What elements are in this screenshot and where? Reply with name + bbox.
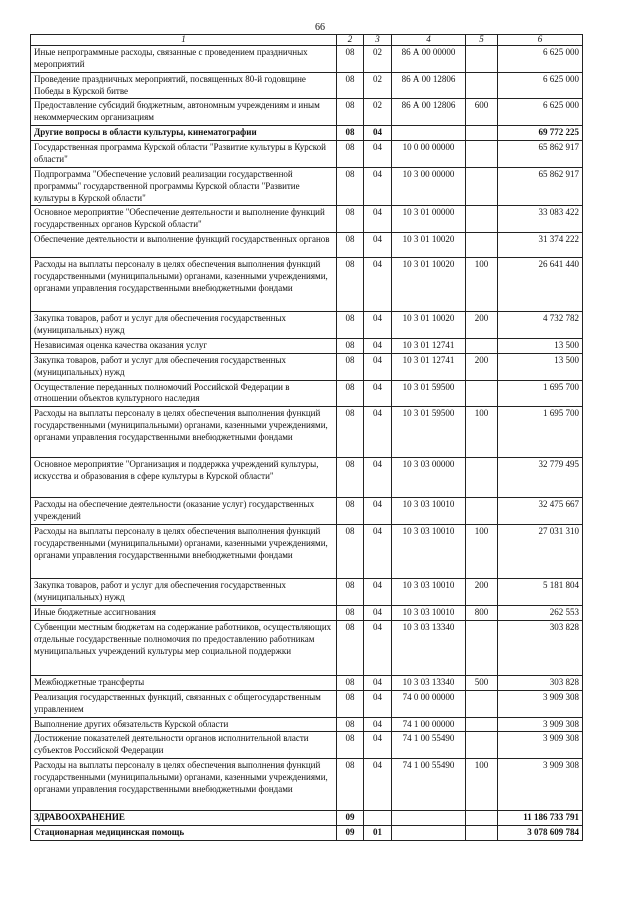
section-code: 08	[337, 233, 364, 258]
target-article-code: 10 3 03 10010	[392, 606, 466, 621]
item-name: Закупка товаров, работ и услуг для обеспечения государственных (муниципальных) нужд	[31, 353, 337, 380]
subsection-code: 04	[364, 258, 392, 312]
amount: 13 500	[498, 353, 583, 380]
subsection-code: 02	[364, 72, 392, 99]
item-name: Расходы на выплаты персоналу в целях обеспечения выполнения функций государственными (муниципальными) органами, казенными учреждениями, органами управления государственными внебюджетными фондами	[31, 759, 337, 811]
expense-type-code	[466, 732, 498, 759]
expense-type-code	[466, 717, 498, 732]
subsection-code: 04	[364, 312, 392, 339]
table-row	[31, 458, 583, 498]
section-code: 08	[337, 759, 364, 811]
column-number-row	[31, 35, 583, 46]
item-name: Иные бюджетные ассигнования	[31, 606, 337, 621]
item-name: Расходы на обеспечение деятельности (оказание услуг) государственных учреждений	[31, 498, 337, 525]
target-article-code: 10 3 03 10010	[392, 498, 466, 525]
table-row	[31, 826, 583, 841]
item-name: Проведение праздничных мероприятий, посвященных 80-й годовщине Победы в Курской битве	[31, 72, 337, 99]
page-number: 66	[315, 22, 325, 33]
column-number: 6	[498, 35, 583, 46]
item-name: Реализация государственных функций, связанных с общегосударственным управлением	[31, 690, 337, 717]
amount: 6 625 000	[498, 72, 583, 99]
expense-type-code	[466, 141, 498, 168]
item-name: Другие вопросы в области культуры, кинематографии	[31, 126, 337, 141]
section-code: 08	[337, 579, 364, 606]
table-row	[31, 407, 583, 458]
section-code: 08	[337, 620, 364, 675]
section-code: 08	[337, 525, 364, 579]
section-code: 08	[337, 167, 364, 206]
target-article-code: 10 3 01 10020	[392, 312, 466, 339]
item-name: Государственная программа Курской области "Развитие культуры в Курской области"	[31, 141, 337, 168]
item-name: Закупка товаров, работ и услуг для обеспечения государственных (муниципальных) нужд	[31, 312, 337, 339]
expense-type-code	[466, 45, 498, 72]
subsection-code: 04	[364, 498, 392, 525]
target-article-code: 10 3 03 10010	[392, 579, 466, 606]
subsection-code: 04	[364, 233, 392, 258]
amount: 3 909 308	[498, 690, 583, 717]
item-name: Межбюджетные трансферты	[31, 675, 337, 690]
section-code: 08	[337, 732, 364, 759]
amount: 4 732 782	[498, 312, 583, 339]
amount: 33 083 422	[498, 206, 583, 233]
subsection-code: 01	[364, 826, 392, 841]
item-name: Иные непрограммные расходы, связанные с проведением праздничных мероприятий	[31, 45, 337, 72]
table-row	[31, 72, 583, 99]
table-row	[31, 206, 583, 233]
subsection-code	[364, 811, 392, 826]
target-article-code: 10 3 01 00000	[392, 206, 466, 233]
amount: 1 695 700	[498, 380, 583, 407]
subsection-code: 02	[364, 99, 392, 126]
subsection-code: 04	[364, 458, 392, 498]
expense-type-code: 200	[466, 353, 498, 380]
column-number: 5	[466, 35, 498, 46]
table-row	[31, 620, 583, 675]
amount: 3 909 308	[498, 732, 583, 759]
section-code: 08	[337, 606, 364, 621]
expense-type-code: 500	[466, 675, 498, 690]
table-row	[31, 759, 583, 811]
amount: 27 031 310	[498, 525, 583, 579]
expense-type-code	[466, 206, 498, 233]
subsection-code: 04	[364, 606, 392, 621]
section-code: 08	[337, 458, 364, 498]
target-article-code: 10 3 01 10020	[392, 233, 466, 258]
item-name: Расходы на выплаты персоналу в целях обеспечения выполнения функций государственными (муниципальными) органами, казенными учреждениями, органами управления государственными внебюджетными фондами	[31, 407, 337, 458]
amount: 3 909 308	[498, 759, 583, 811]
expense-type-code: 200	[466, 579, 498, 606]
subsection-code: 04	[364, 690, 392, 717]
section-code: 08	[337, 407, 364, 458]
target-article-code: 74 0 00 00000	[392, 690, 466, 717]
section-code: 08	[337, 206, 364, 233]
item-name: Расходы на выплаты персоналу в целях обеспечения выполнения функций государственными (муниципальными) органами, казенными учреждениями, органами управления государственными внебюджетными фондами	[31, 258, 337, 312]
section-code: 08	[337, 717, 364, 732]
item-name: Осуществление переданных полномочий Российской Федерации в отношении объектов культурного наследия	[31, 380, 337, 407]
subsection-code: 04	[364, 126, 392, 141]
subsection-code: 02	[364, 45, 392, 72]
expense-type-code	[466, 458, 498, 498]
expense-type-code	[466, 338, 498, 353]
item-name: Расходы на выплаты персоналу в целях обеспечения выполнения функций государственными (муниципальными) органами, казенными учреждениями, органами управления государственными внебюджетными фондами	[31, 525, 337, 579]
target-article-code: 10 3 01 12741	[392, 353, 466, 380]
target-article-code	[392, 126, 466, 141]
section-code: 08	[337, 45, 364, 72]
table-row	[31, 717, 583, 732]
target-article-code: 74 1 00 55490	[392, 732, 466, 759]
section-code: 09	[337, 811, 364, 826]
subsection-code: 04	[364, 525, 392, 579]
table-row	[31, 45, 583, 72]
table-row	[31, 353, 583, 380]
expense-type-code: 600	[466, 99, 498, 126]
expense-type-code: 200	[466, 312, 498, 339]
target-article-code: 10 3 03 13340	[392, 620, 466, 675]
amount: 3 078 609 784	[498, 826, 583, 841]
section-code: 08	[337, 141, 364, 168]
target-article-code: 86 А 00 00000	[392, 45, 466, 72]
target-article-code: 10 3 01 59500	[392, 407, 466, 458]
subsection-code: 04	[364, 380, 392, 407]
subsection-code: 04	[364, 206, 392, 233]
target-article-code: 10 3 01 12741	[392, 338, 466, 353]
amount: 65 862 917	[498, 167, 583, 206]
item-name: ЗДРАВООХРАНЕНИЕ	[31, 811, 337, 826]
target-article-code: 74 1 00 55490	[392, 759, 466, 811]
amount: 65 862 917	[498, 141, 583, 168]
column-number: 3	[364, 35, 392, 46]
amount: 32 779 495	[498, 458, 583, 498]
section-code: 08	[337, 258, 364, 312]
table-row	[31, 126, 583, 141]
amount: 6 625 000	[498, 99, 583, 126]
expense-type-code: 800	[466, 606, 498, 621]
expense-type-code: 100	[466, 407, 498, 458]
amount: 26 641 440	[498, 258, 583, 312]
amount: 69 772 225	[498, 126, 583, 141]
table-row	[31, 525, 583, 579]
target-article-code: 10 3 00 00000	[392, 167, 466, 206]
expense-type-code	[466, 690, 498, 717]
amount: 6 625 000	[498, 45, 583, 72]
item-name: Стационарная медицинская помощь	[31, 826, 337, 841]
item-name: Основное мероприятие "Обеспечение деятельности и выполнение функций государственных органов Курской области"	[31, 206, 337, 233]
column-number: 1	[31, 35, 337, 46]
item-name: Обеспечение деятельности и выполнение функций государственных органов	[31, 233, 337, 258]
section-code: 08	[337, 126, 364, 141]
table-row	[31, 579, 583, 606]
expense-type-code	[466, 811, 498, 826]
item-name: Подпрограмма "Обеспечение условий реализации государственной программы" государственной программы Курской области "Развитие культуры в Курской области"	[31, 167, 337, 206]
section-code: 08	[337, 353, 364, 380]
target-article-code	[392, 826, 466, 841]
table-row	[31, 141, 583, 168]
table-row	[31, 233, 583, 258]
target-article-code: 10 0 00 00000	[392, 141, 466, 168]
amount: 3 909 308	[498, 717, 583, 732]
section-code: 08	[337, 380, 364, 407]
section-code: 08	[337, 72, 364, 99]
budget-table	[30, 34, 583, 841]
target-article-code	[392, 811, 466, 826]
column-number: 2	[337, 35, 364, 46]
subsection-code: 04	[364, 717, 392, 732]
target-article-code: 10 3 03 00000	[392, 458, 466, 498]
expense-type-code	[466, 167, 498, 206]
section-code: 08	[337, 312, 364, 339]
subsection-code: 04	[364, 675, 392, 690]
section-code: 08	[337, 498, 364, 525]
subsection-code: 04	[364, 338, 392, 353]
expense-type-code	[466, 826, 498, 841]
item-name: Закупка товаров, работ и услуг для обеспечения государственных (муниципальных) нужд	[31, 579, 337, 606]
section-code: 08	[337, 99, 364, 126]
expense-type-code	[466, 380, 498, 407]
section-code: 08	[337, 675, 364, 690]
column-number: 4	[392, 35, 466, 46]
target-article-code: 10 3 03 10010	[392, 525, 466, 579]
target-article-code: 86 А 00 12806	[392, 99, 466, 126]
table-row	[31, 167, 583, 206]
amount: 31 374 222	[498, 233, 583, 258]
item-name: Независимая оценка качества оказания услуг	[31, 338, 337, 353]
expense-type-code	[466, 72, 498, 99]
item-name: Достижение показателей деятельности органов исполнительной власти субъектов Российской Федерации	[31, 732, 337, 759]
amount: 1 695 700	[498, 407, 583, 458]
table-row	[31, 690, 583, 717]
target-article-code: 86 А 00 12806	[392, 72, 466, 99]
expense-type-code	[466, 620, 498, 675]
section-code: 08	[337, 338, 364, 353]
table-row	[31, 606, 583, 621]
expense-type-code	[466, 498, 498, 525]
expense-type-code	[466, 233, 498, 258]
item-name: Выполнение других обязательств Курской области	[31, 717, 337, 732]
amount: 11 186 733 791	[498, 811, 583, 826]
item-name: Предоставление субсидий бюджетным, автономным учреждениям и иным некоммерческим организациям	[31, 99, 337, 126]
item-name: Субвенции местным бюджетам на содержание работников, осуществляющих отдельные государственные полномочия по предоставлению работникам муниципальных учреждений культуры мер социальной поддержки	[31, 620, 337, 675]
expense-type-code	[466, 126, 498, 141]
table-row	[31, 380, 583, 407]
amount: 262 553	[498, 606, 583, 621]
table-row	[31, 675, 583, 690]
subsection-code: 04	[364, 167, 392, 206]
expense-type-code: 100	[466, 525, 498, 579]
table-row	[31, 811, 583, 826]
subsection-code: 04	[364, 759, 392, 811]
target-article-code: 74 1 00 00000	[392, 717, 466, 732]
target-article-code: 10 3 01 10020	[392, 258, 466, 312]
item-name: Основное мероприятие "Организация и поддержка учреждений культуры, искусства и образования в сфере культуры в Курской области"	[31, 458, 337, 498]
section-code: 08	[337, 690, 364, 717]
expense-type-code: 100	[466, 258, 498, 312]
subsection-code: 04	[364, 620, 392, 675]
table-row	[31, 498, 583, 525]
subsection-code: 04	[364, 353, 392, 380]
table-row	[31, 338, 583, 353]
subsection-code: 04	[364, 407, 392, 458]
table-row	[31, 99, 583, 126]
amount: 32 475 667	[498, 498, 583, 525]
table-row	[31, 258, 583, 312]
amount: 13 500	[498, 338, 583, 353]
subsection-code: 04	[364, 732, 392, 759]
expense-type-code: 100	[466, 759, 498, 811]
section-code: 09	[337, 826, 364, 841]
table-row	[31, 732, 583, 759]
target-article-code: 10 3 01 59500	[392, 380, 466, 407]
amount: 303 828	[498, 675, 583, 690]
amount: 303 828	[498, 620, 583, 675]
target-article-code: 10 3 03 13340	[392, 675, 466, 690]
subsection-code: 04	[364, 579, 392, 606]
subsection-code: 04	[364, 141, 392, 168]
table-row	[31, 312, 583, 339]
amount: 5 181 804	[498, 579, 583, 606]
